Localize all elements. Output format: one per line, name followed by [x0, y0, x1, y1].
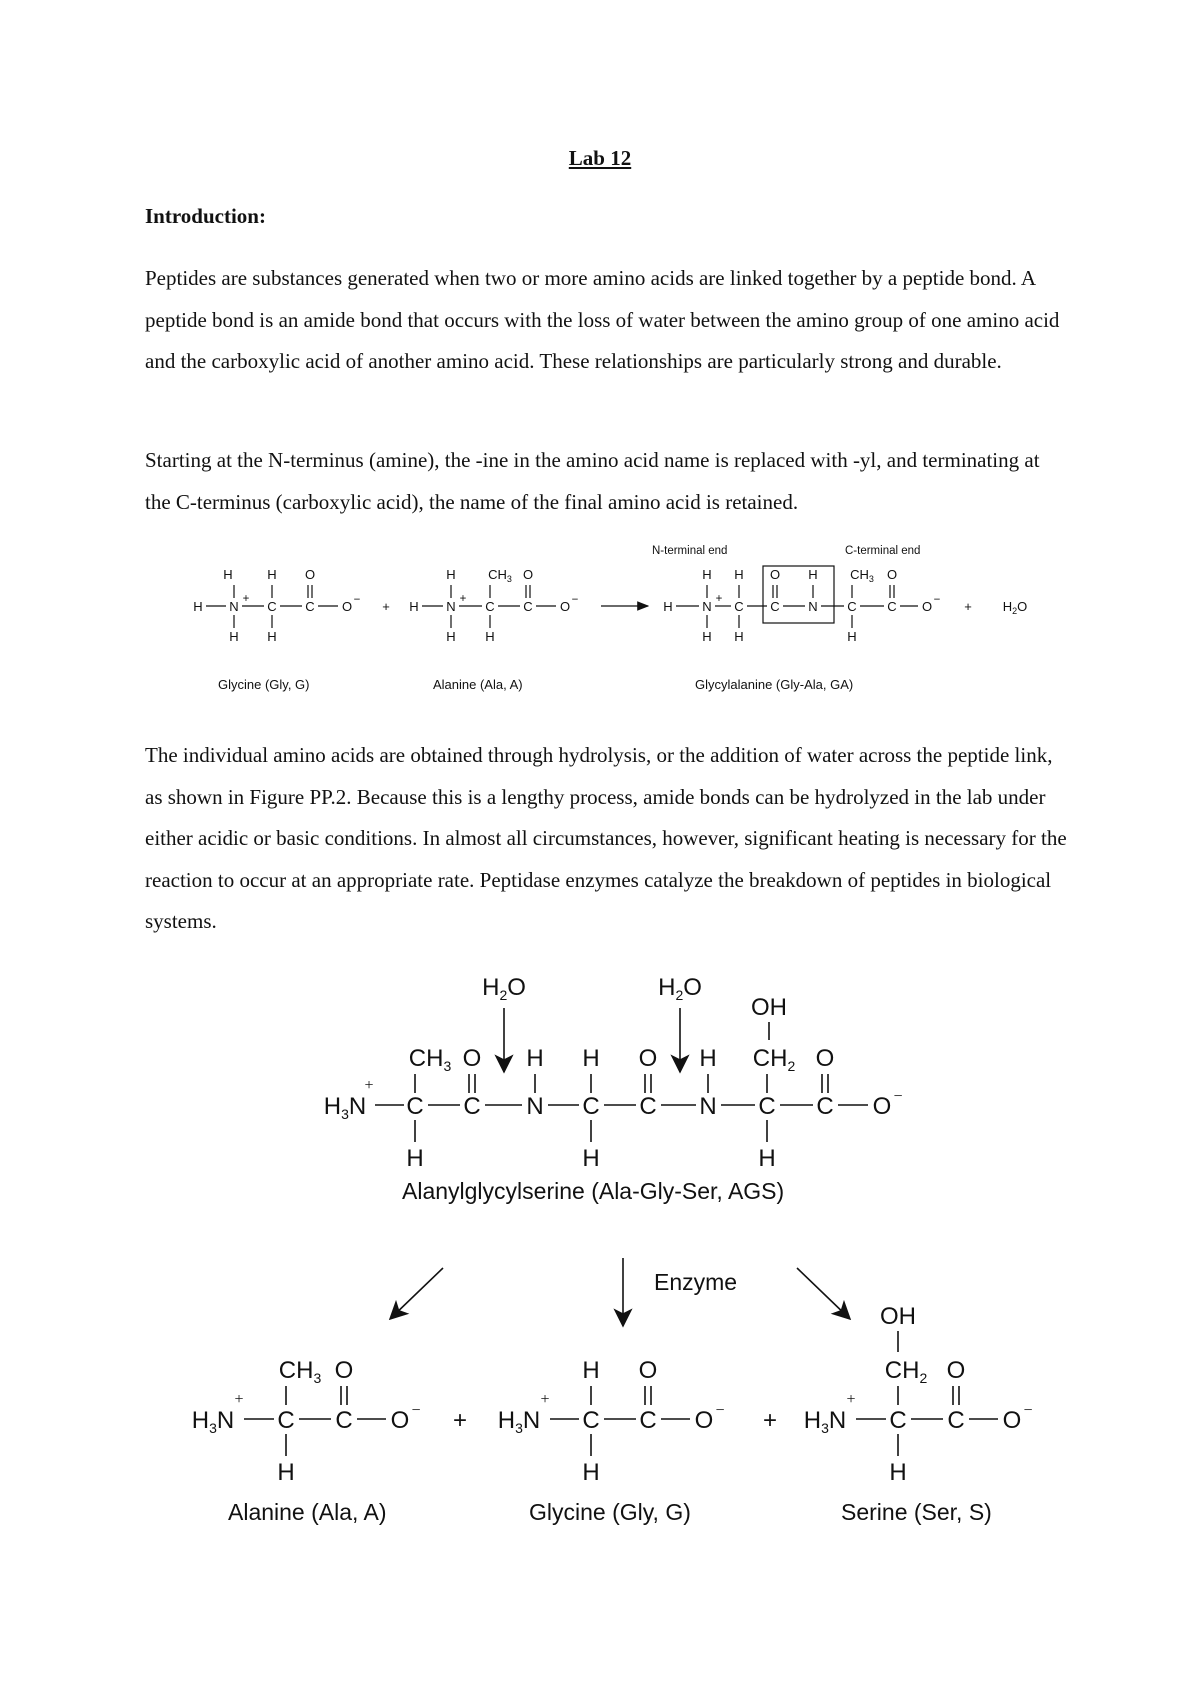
serine-product-name: Serine (Ser, S)	[841, 1499, 992, 1525]
svg-text:O: O	[334, 1357, 354, 1384]
hydrolysis-figure	[0, 970, 1200, 1530]
svg-text:H3N: $H_3N$	[803, 1407, 847, 1436]
document-title: Lab 12	[568, 146, 632, 170]
svg-text:H: H	[758, 1145, 776, 1172]
svg-text:H: H	[406, 1145, 424, 1172]
svg-text:H: H	[582, 1145, 600, 1172]
svg-text:H: H	[446, 629, 456, 644]
svg-text:H: H	[847, 629, 857, 644]
section-heading: Introduction:	[145, 204, 266, 228]
svg-text:OH: OH	[880, 1303, 916, 1330]
svg-text:CH3: $CH_3$	[850, 567, 874, 584]
svg-text:C: C	[816, 1093, 834, 1120]
svg-text:O: O	[694, 1407, 714, 1434]
glycylalanine-name: Glycylalanine (Gly-Ala, GA)	[695, 677, 854, 692]
svg-text:OH: OH	[751, 994, 787, 1021]
svg-text:O: O	[638, 1045, 658, 1072]
svg-text:−: −	[353, 594, 361, 606]
svg-text:CH2: $CH_2$	[884, 1357, 928, 1386]
svg-text:−: −	[715, 1402, 725, 1419]
paragraph-hydrolysis: The individual amino acids are obtained through hydrolysis, or the addition of water across the peptide link, as shown in Figure PP.2. Because this is a lengthy process, amide bonds can be hydrolyzed in the lab under either acidic or basic conditions. In almost all circumstances, however, significant heating is necessary for the reaction to occur at an appropriate rate. Peptidase enzymes catalyze the breakdown of peptides in biological systems.	[145, 743, 1067, 933]
svg-text:C: C	[485, 599, 495, 614]
svg-text:O: O	[946, 1357, 966, 1384]
svg-text:C: C	[305, 599, 315, 614]
svg-text:H2O: $H_2O$	[482, 974, 526, 1003]
svg-text:CH2: $CH_2$	[752, 1045, 796, 1074]
svg-text:H: H	[663, 599, 673, 614]
svg-text:C: C	[770, 599, 780, 614]
svg-text:H2O: $H_2O$	[658, 974, 702, 1003]
plus-sign: +	[382, 599, 390, 614]
svg-text:+: +	[715, 593, 723, 605]
alanine-name: Alanine (Ala, A)	[433, 677, 523, 692]
svg-text:−: −	[1023, 1402, 1033, 1419]
plus-sign: +	[452, 1407, 468, 1434]
svg-text:C: C	[267, 599, 277, 614]
svg-text:CH3: $CH_3$	[278, 1357, 322, 1386]
svg-text:H3N: $H_3N$	[323, 1093, 367, 1122]
svg-text:CH3: $CH_3$	[408, 1045, 452, 1074]
svg-text:N: N	[526, 1093, 544, 1120]
peptide-formation-figure	[0, 540, 1200, 700]
plus-sign: +	[762, 1407, 778, 1434]
svg-text:C: C	[582, 1093, 600, 1120]
svg-text:C: C	[887, 599, 897, 614]
svg-text:H3N: $H_3N$	[191, 1407, 235, 1436]
alanine-product-name: Alanine (Ala, A)	[228, 1499, 387, 1525]
svg-text:O: O	[559, 599, 571, 614]
svg-text:O: O	[638, 1357, 658, 1384]
svg-text:C: C	[335, 1407, 353, 1434]
svg-text:+: +	[234, 1391, 244, 1408]
svg-text:−: −	[933, 594, 941, 606]
c-terminal-label: C-terminal end	[845, 545, 921, 557]
svg-text:H: H	[582, 1357, 600, 1384]
svg-text:C: C	[523, 599, 533, 614]
svg-text:O: O	[522, 567, 534, 582]
svg-text:H: H	[277, 1459, 295, 1486]
svg-text:H: H	[409, 599, 419, 614]
svg-text:N: N	[702, 599, 712, 614]
svg-text:H: H	[267, 629, 277, 644]
svg-text:H: H	[526, 1045, 544, 1072]
svg-text:−: −	[411, 1402, 421, 1419]
svg-text:O: O	[815, 1045, 835, 1072]
svg-text:O: O	[341, 599, 353, 614]
svg-text:N: N	[699, 1093, 717, 1120]
svg-text:H: H	[223, 567, 233, 582]
svg-text:C: C	[582, 1407, 600, 1434]
paragraph-naming: Starting at the N-terminus (amine), the -ine in the amino acid name is replaced with -yl, and terminating at the C-terminus (carboxylic acid), the name of the final amino acid is retained.	[145, 448, 1040, 514]
svg-text:H: H	[446, 567, 456, 582]
svg-text:C: C	[406, 1093, 424, 1120]
svg-text:O: O	[872, 1093, 892, 1120]
svg-text:N: N	[446, 599, 456, 614]
svg-text:H: H	[582, 1459, 600, 1486]
svg-text:C: C	[463, 1093, 481, 1120]
svg-text:C: C	[734, 599, 744, 614]
svg-text:C: C	[277, 1407, 295, 1434]
svg-text:+: +	[242, 593, 250, 605]
svg-text:+: +	[540, 1391, 550, 1408]
svg-text:C: C	[639, 1407, 657, 1434]
svg-text:H: H	[808, 567, 818, 582]
svg-text:H2O: $H_2O$	[1002, 599, 1028, 616]
svg-text:H: H	[702, 629, 712, 644]
svg-text:O: O	[390, 1407, 410, 1434]
svg-text:H: H	[229, 629, 239, 644]
svg-text:C: C	[847, 599, 857, 614]
alanylglycylserine-name: Alanylglycylserine (Ala-Gly-Ser, AGS)	[402, 1178, 785, 1204]
svg-text:H: H	[193, 599, 203, 614]
svg-text:H: H	[582, 1045, 600, 1072]
svg-text:H: H	[889, 1459, 907, 1486]
svg-text:O: O	[462, 1045, 482, 1072]
n-terminal-label: N-terminal end	[652, 545, 728, 557]
svg-text:H: H	[699, 1045, 717, 1072]
svg-text:−: −	[893, 1088, 903, 1105]
svg-text:+: +	[364, 1077, 374, 1094]
enzyme-label: Enzyme	[654, 1269, 738, 1295]
svg-text:H: H	[734, 629, 744, 644]
svg-text:O: O	[886, 567, 898, 582]
svg-text:H: H	[485, 629, 495, 644]
svg-text:+: +	[459, 593, 467, 605]
svg-text:C: C	[947, 1407, 965, 1434]
svg-text:−: −	[571, 594, 579, 606]
svg-text:CH3: $CH_3$	[488, 567, 512, 584]
paragraph-peptides: Peptides are substances generated when two or more amino acids are linked together by a peptide bond. A peptide bond is an amide bond that occurs with the loss of water between the amino group of one amino acid and the carboxylic acid of another amino acid. These relationships are particularly strong and durable.	[145, 266, 1060, 373]
svg-text:H: H	[702, 567, 712, 582]
svg-text:O: O	[921, 599, 933, 614]
svg-text:H: H	[734, 567, 744, 582]
svg-text:+: +	[846, 1391, 856, 1408]
svg-text:O: O	[1002, 1407, 1022, 1434]
glycine-product-name: Glycine (Gly, G)	[529, 1499, 691, 1525]
svg-text:N: N	[808, 599, 818, 614]
svg-text:H: H	[267, 567, 277, 582]
glycine-name: Glycine (Gly, G)	[218, 677, 310, 692]
svg-text:H3N: $H_3N$	[497, 1407, 541, 1436]
svg-text:O: O	[769, 567, 781, 582]
svg-text:C: C	[639, 1093, 657, 1120]
plus-sign: +	[964, 599, 972, 614]
svg-text:C: C	[889, 1407, 907, 1434]
svg-text:O: O	[304, 567, 316, 582]
svg-text:N: N	[229, 599, 239, 614]
svg-text:C: C	[758, 1093, 776, 1120]
